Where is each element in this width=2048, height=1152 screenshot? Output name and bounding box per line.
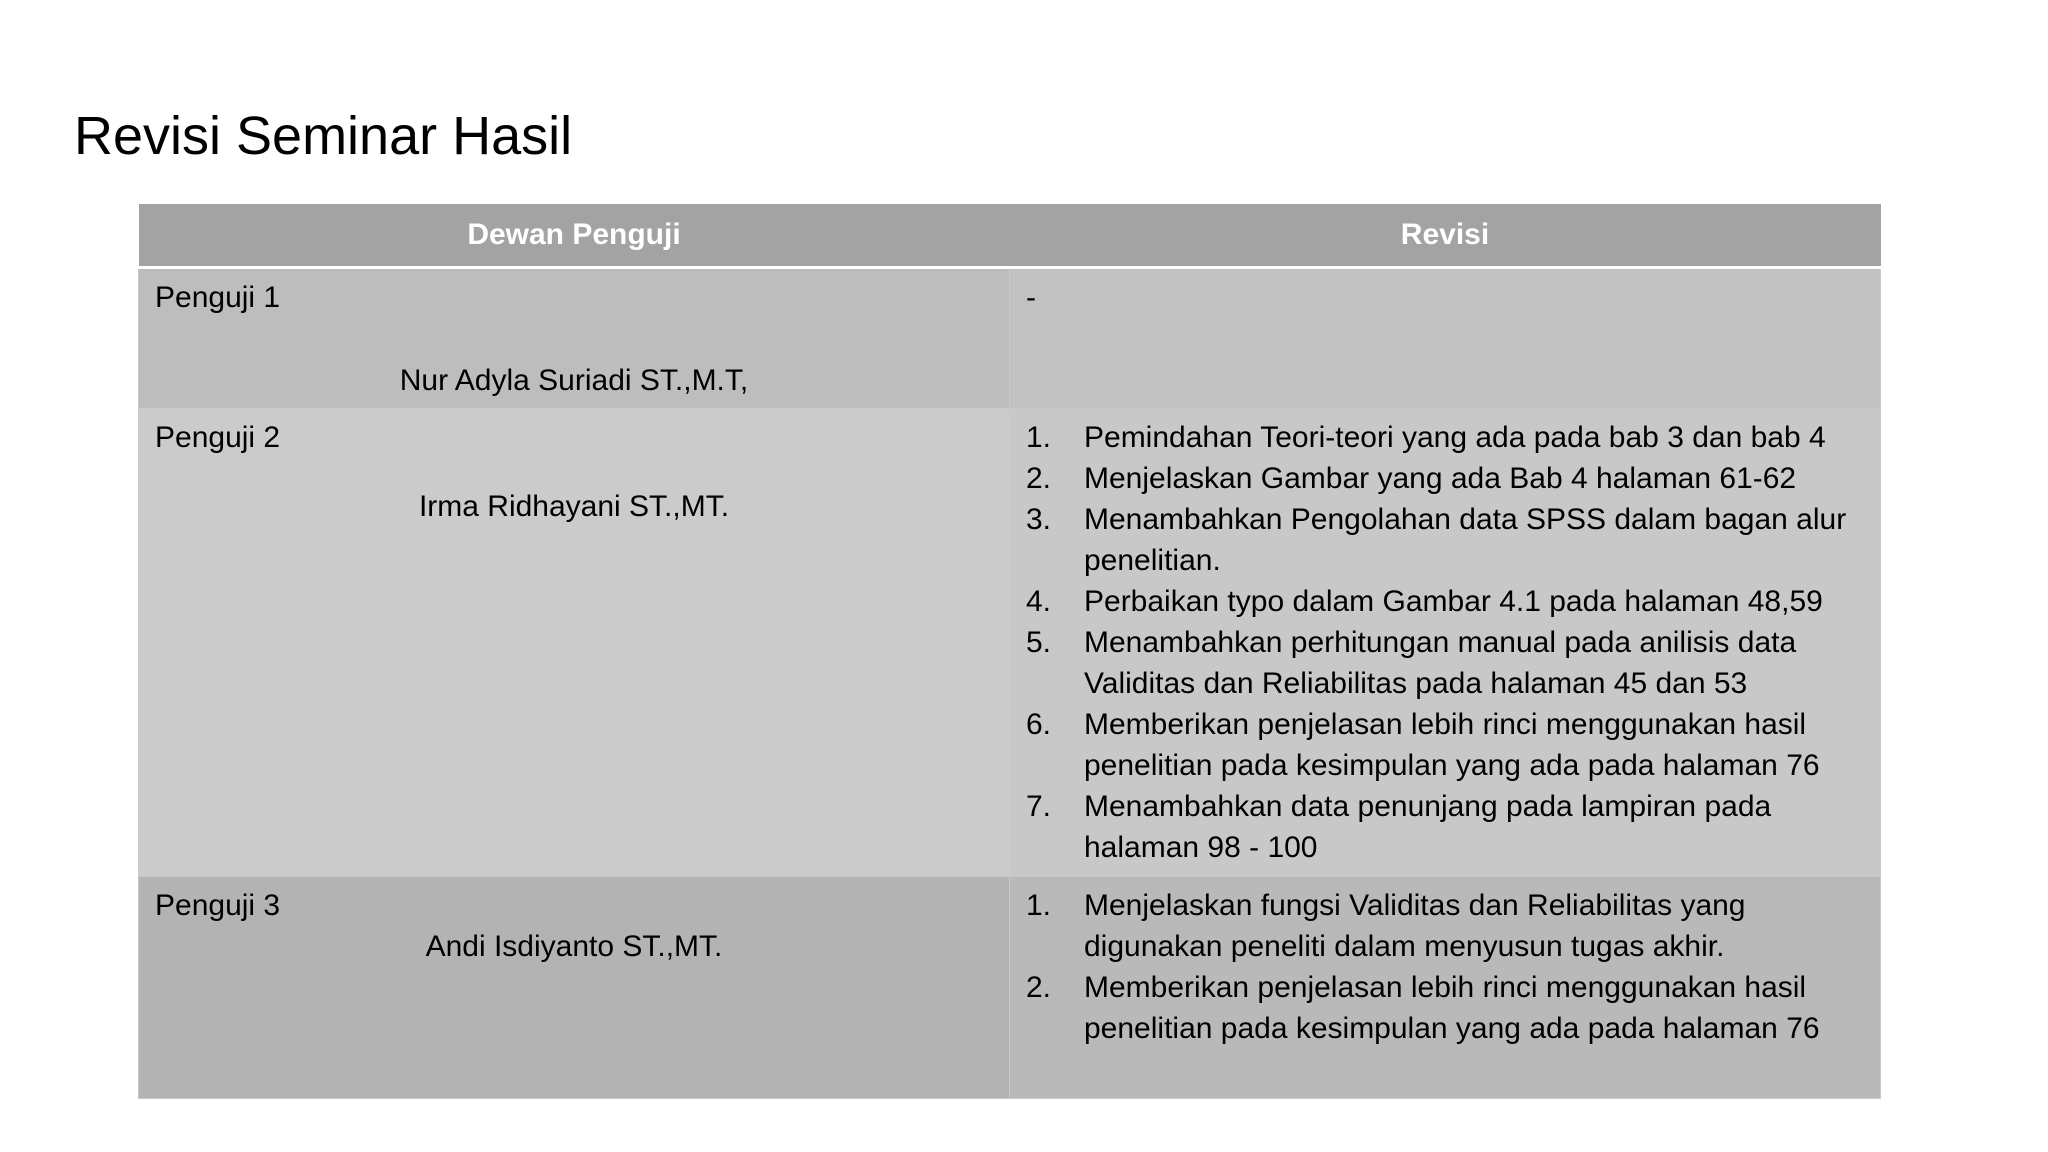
- penguji-label: Penguji 1: [155, 281, 281, 314]
- revisi-cell: [1010, 268, 1881, 409]
- penguji-cell: [139, 409, 1010, 877]
- revisi-item-text: Perbaikan typo dalam Gambar 4.1 pada halaman 48,59: [1084, 585, 1823, 618]
- penguji-label: Penguji 3: [155, 889, 281, 922]
- revisi-item: [1026, 885, 1864, 967]
- header-revisi: Revisi: [1010, 204, 1881, 268]
- revisi-item-number: 2.: [1026, 971, 1052, 1004]
- revisi-item-text: Pemindahan Teori-teori yang ada pada bab 3 dan bab 4: [1084, 421, 1826, 454]
- revisi-item-text: Menambahkan data penunjang pada lampiran pada halaman 98 - 100: [1084, 790, 1772, 864]
- revisi-item-text: Menjelaskan fungsi Validitas dan Reliabilitas yang digunakan peneliti dalam menyusun tugas akhir.: [1084, 889, 1746, 963]
- revisi-item: [1026, 499, 1864, 581]
- revisi-item-text: Memberikan penjelasan lebih rinci menggunakan hasil penelitian pada kesimpulan yang ada pada halaman 76: [1084, 971, 1820, 1045]
- slide-title: Revisi Seminar Hasil: [74, 106, 573, 166]
- revisi-empty-dash: -: [1026, 281, 1036, 314]
- penguji-name: Nur Adyla Suriadi ST.,M.T,: [399, 364, 749, 397]
- header-dewan-penguji: Dewan Penguji: [139, 204, 1010, 268]
- revisi-item-number: 6.: [1026, 708, 1052, 741]
- revisi-item: [1026, 581, 1864, 622]
- revisi-item-text: Menjelaskan Gambar yang ada Bab 4 halaman 61-62: [1084, 462, 1797, 495]
- revisi-item: [1026, 704, 1864, 786]
- revisi-item: [1026, 417, 1864, 458]
- revisi-item-number: 1.: [1026, 889, 1052, 922]
- table-row-penguji-3: [139, 877, 1881, 1099]
- revisi-list: [1026, 417, 1864, 868]
- revisi-item-number: 5.: [1026, 626, 1052, 659]
- revisi-item: [1026, 458, 1864, 499]
- table-header-row: [139, 204, 1881, 268]
- revisi-cell: [1010, 409, 1881, 877]
- revisi-item-text: Memberikan penjelasan lebih rinci menggunakan hasil penelitian pada kesimpulan yang ada pada halaman 76: [1084, 708, 1820, 782]
- revisi-item-text: Menambahkan Pengolahan data SPSS dalam bagan alur penelitian.: [1084, 503, 1847, 577]
- revisi-item-number: 2.: [1026, 462, 1052, 495]
- revisi-cell: [1010, 877, 1881, 1099]
- revisi-item-number: 1.: [1026, 421, 1052, 454]
- table-row-penguji-1: [139, 268, 1881, 409]
- table-row-penguji-2: [139, 409, 1881, 877]
- revisi-item: [1026, 786, 1864, 868]
- penguji-name: Andi Isdiyanto ST.,MT.: [425, 930, 723, 963]
- penguji-cell: [139, 877, 1010, 1099]
- revisi-table: [138, 204, 1881, 1099]
- revisi-item-number: 4.: [1026, 585, 1052, 618]
- penguji-cell: [139, 268, 1010, 409]
- revisi-item-number: 7.: [1026, 790, 1052, 823]
- revisi-item-number: 3.: [1026, 503, 1052, 536]
- revisi-list: [1026, 885, 1864, 1049]
- revisi-item: [1026, 967, 1864, 1049]
- revisi-item-text: Menambahkan perhitungan manual pada anilisis data Validitas dan Reliabilitas pada halaman 45 dan 53: [1084, 626, 1797, 700]
- penguji-label: Penguji 2: [155, 421, 281, 454]
- revisi-item: [1026, 622, 1864, 704]
- penguji-name: Irma Ridhayani ST.,MT.: [418, 490, 730, 523]
